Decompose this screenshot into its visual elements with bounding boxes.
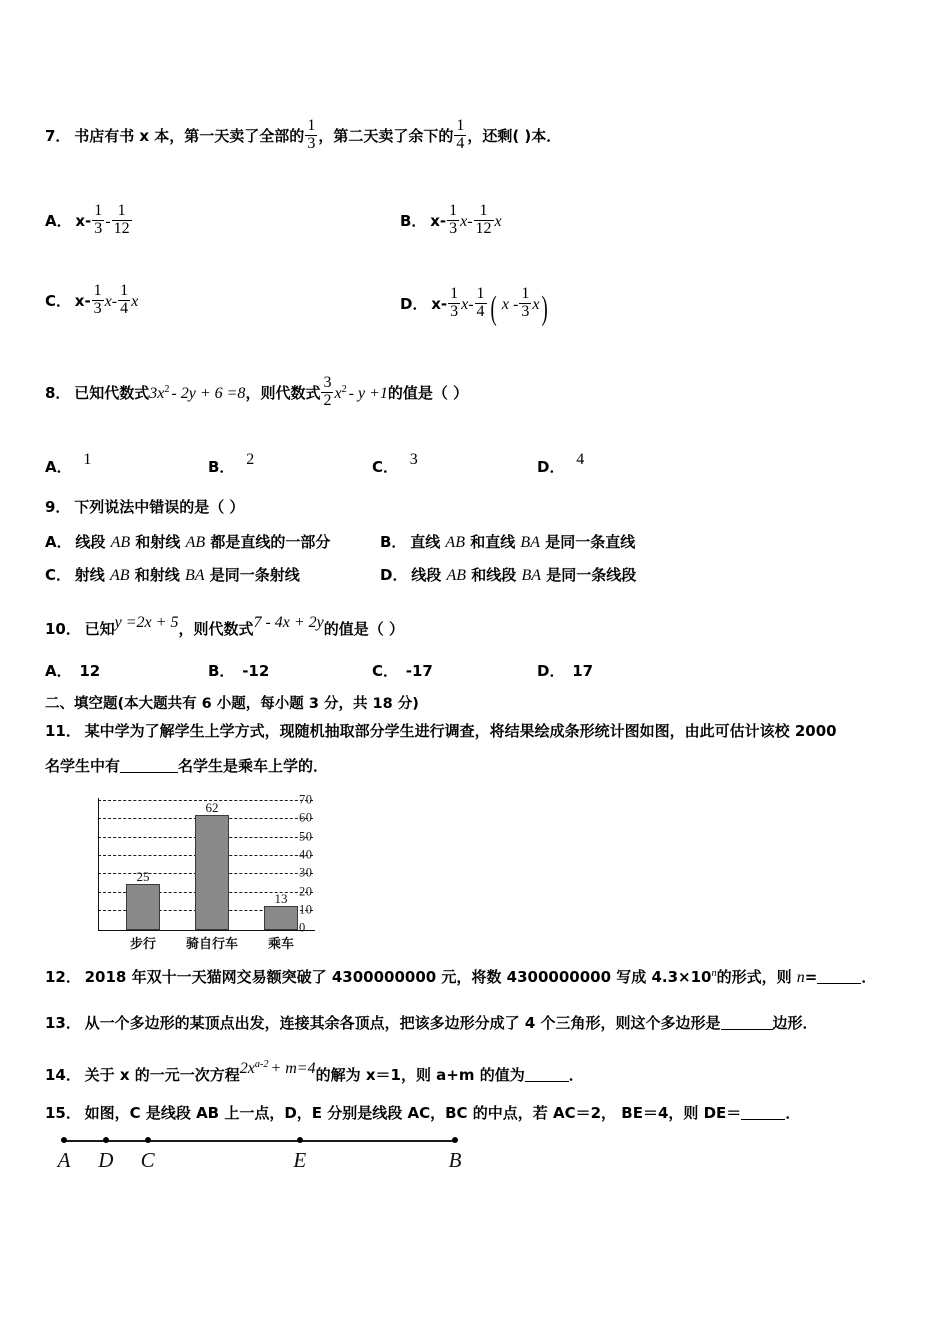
question-9-option-d[interactable]: [380, 564, 636, 588]
question-12-text-part-b: 的形式，则: [716, 968, 797, 986]
option-b-label: B．: [400, 212, 427, 231]
question-9-stem: 下列说法中错误的是（ ）: [74, 498, 245, 516]
question-7-option-c[interactable]: [45, 283, 138, 318]
question-15-number: 15．: [45, 1104, 81, 1122]
option-d-label: D．: [537, 662, 565, 680]
option-a-operator: -: [105, 213, 111, 231]
bar-bicycle: [195, 815, 229, 930]
option-a-label: A．: [45, 533, 72, 551]
bar-value-label: 13: [274, 891, 288, 906]
question-11-answer-blank[interactable]: [120, 758, 178, 773]
y-tick-label: 60: [299, 810, 313, 825]
x-category-label-bicycle: 骑自行车: [185, 937, 239, 952]
y-tick-label: 50: [299, 829, 313, 844]
x-axis: [98, 930, 315, 931]
bar-value-label: 25: [136, 869, 150, 884]
question-8-option-a[interactable]: [45, 448, 91, 480]
option-d-text-pre: 线段: [411, 566, 447, 584]
question-12-variable-n: n: [796, 969, 805, 986]
question-8: [45, 375, 468, 410]
question-10-stem-part2: ，则代数式: [178, 620, 254, 638]
question-10-option-d[interactable]: [537, 660, 593, 684]
question-14: [45, 1057, 584, 1088]
x-category-label-walking: 步行: [129, 937, 157, 952]
segment-point-a-dot: [61, 1137, 67, 1143]
question-12-number: 12．: [45, 968, 81, 986]
question-13: [45, 1012, 818, 1036]
option-d-operator: -: [468, 295, 474, 313]
question-8-expr1-exponent: 2: [164, 384, 170, 396]
option-c-text-post: 是同一条射线: [204, 566, 300, 584]
option-c-label: C．: [45, 566, 72, 584]
y-tick-label: 70: [299, 792, 313, 807]
option-c-operator: -: [111, 293, 118, 311]
option-c-label: C．: [45, 292, 72, 311]
question-10-option-a[interactable]: [45, 660, 100, 684]
question-8-stem-part1: 已知代数式: [74, 384, 150, 403]
question-13-text-part-b: 边形．: [772, 1014, 818, 1032]
option-a-label: A．: [45, 662, 72, 680]
question-14-text-part-a: 关于 x 的一元一次方程: [84, 1066, 240, 1084]
question-8-option-c[interactable]: [372, 448, 418, 480]
question-10-stem-part1: 已知: [84, 620, 115, 638]
option-a-segment-one: AB: [110, 534, 131, 551]
option-d-value: 17: [572, 662, 594, 680]
option-d-label: D．: [400, 294, 428, 313]
option-c-text-pre: 射线: [74, 566, 110, 584]
question-13-text-part-a: 从一个多边形的某顶点出发，连接其余各顶点，把该多边形分成了 4 个三角形，则这个多边形是: [84, 1014, 721, 1032]
question-15-period: ．: [785, 1104, 801, 1122]
option-c-label: C．: [372, 458, 399, 476]
option-b-value: 2: [246, 451, 255, 468]
question-11-number: 11．: [45, 722, 81, 740]
option-b-segment-one: AB: [445, 534, 465, 551]
question-8-stem-part2: ，则代数式: [245, 384, 321, 403]
question-9-option-c[interactable]: [45, 564, 300, 588]
question-7-number: 7．: [45, 127, 71, 146]
option-a-text-mid: 和射线: [130, 533, 186, 551]
bar-chart-figure: [58, 786, 333, 956]
bar-walking: [126, 884, 160, 930]
option-c-label: C．: [372, 662, 399, 680]
question-9-option-a[interactable]: [45, 531, 330, 555]
question-10-option-b[interactable]: [208, 660, 269, 684]
question-10-expression-two: 7 - 4x + 2y: [253, 614, 324, 631]
option-d-inner-prefix: x -: [501, 295, 519, 313]
y-tick-label: 40: [299, 847, 313, 862]
option-b-label: B．: [208, 458, 235, 476]
option-d-inner-fraction: $\frac{1}{3}$: [521, 284, 530, 320]
bar-bus: [264, 906, 298, 930]
option-b-label: B．: [208, 662, 235, 680]
question-14-number: 14．: [45, 1066, 81, 1084]
question-7-option-b[interactable]: [400, 203, 502, 238]
question-8-option-b[interactable]: [208, 448, 254, 480]
question-10-option-c[interactable]: [372, 660, 433, 684]
question-7-option-d[interactable]: [400, 283, 551, 334]
option-c-var-one: x: [104, 293, 112, 311]
question-12-text-part-a: 2018 年双十一天猫网交易额突破了 4300000000 元，将数 4300000000 写成 4.3×10: [84, 968, 712, 986]
question-14-period: ．: [568, 1066, 584, 1084]
option-b-operator: -: [467, 213, 473, 231]
question-15-text-part-a: 如图，C 是线段 AB 上一点，D，E 分别是线段 AC，BC 的中点，若 AC＝2， BE＝4，则 DE＝: [84, 1104, 742, 1122]
question-14-answer-blank[interactable]: [525, 1067, 569, 1082]
question-8-expr1: 3x: [149, 385, 165, 403]
question-8-expr2-exponent: 2: [341, 384, 347, 396]
option-d-label: D．: [537, 458, 565, 476]
left-paren-glyph: (: [490, 290, 497, 327]
option-b-fraction-one: $\frac{1}{3}$: [449, 202, 458, 237]
question-14-expr-exponent: a-2: [254, 1059, 269, 1070]
question-10-number: 10．: [45, 620, 81, 638]
option-b-var-one: x: [460, 213, 468, 231]
option-a-fraction-two: $\frac{1}{12}$: [113, 202, 130, 237]
option-d-fraction-one: $\frac{1}{3}$: [450, 284, 459, 320]
question-8-fraction: $\frac{3}{2}$: [323, 374, 332, 409]
question-14-expr-coefficient: 2x: [239, 1060, 255, 1077]
segment-point-b-dot: [452, 1137, 458, 1143]
y-tick-label: 10: [299, 902, 313, 917]
segment-point-c-dot: [145, 1137, 151, 1143]
option-d-inner-var: x: [532, 295, 540, 313]
right-paren-glyph: ): [541, 290, 549, 327]
question-11-line-2: [45, 755, 328, 779]
question-7-option-a[interactable]: [45, 203, 133, 238]
option-a-text-post: 都是直线的一部分: [205, 533, 331, 551]
option-d-label: D．: [380, 566, 408, 584]
question-8-stem-part3: 的值是（ ）: [387, 384, 469, 403]
option-b-label: B．: [380, 533, 407, 551]
option-d-fraction-two: $\frac{1}{4}$: [476, 284, 485, 320]
question-15-answer-blank[interactable]: [741, 1105, 785, 1120]
option-a-text-pre: 线段: [75, 533, 111, 551]
question-12-answer-blank[interactable]: [817, 969, 861, 984]
option-a-fraction-one: $\frac{1}{3}$: [94, 202, 103, 237]
y-tick-label: 20: [299, 884, 313, 898]
question-8-expr2-var: x: [334, 385, 342, 403]
y-tick-label: 30: [299, 865, 313, 880]
question-12: [45, 966, 876, 990]
option-b-var-two: x: [494, 213, 502, 231]
question-12-exponent: n: [711, 968, 717, 979]
question-9-option-b[interactable]: [380, 531, 635, 555]
x-category-label-bus: 乘车: [267, 937, 295, 952]
option-b-segment-two: BA: [520, 534, 540, 551]
option-c-segment-two: BA: [185, 567, 205, 584]
option-b-fraction-two: $\frac{1}{12}$: [475, 202, 492, 237]
option-a-value: 12: [79, 662, 101, 680]
segment-line: [64, 1140, 455, 1142]
option-b-text-mid: 和直线: [464, 533, 521, 551]
segment-figure: [50, 1126, 510, 1186]
y-axis: [98, 798, 99, 930]
option-a-label: A．: [45, 458, 72, 476]
option-d-text-post: 是同一条线段: [540, 566, 637, 584]
question-8-number: 8．: [45, 384, 71, 403]
y-tick-label: 0: [299, 920, 306, 935]
segment-point-d-dot: [103, 1137, 109, 1143]
option-b-prefix: x-: [430, 212, 447, 231]
option-d-text-mid: 和线段: [465, 566, 522, 584]
option-a-value: 1: [83, 451, 92, 468]
question-9: [45, 496, 244, 520]
question-11-text-part-a: 名学生中有: [45, 757, 121, 775]
question-7-stem-part2: ，第二天卖了余下的: [318, 127, 454, 146]
question-8-expr2-rest: - y +1: [348, 385, 388, 403]
bar-value-label: 62: [205, 800, 219, 815]
question-7-stem-part1: 书店有书 x 本，第一天卖了全部的: [74, 127, 305, 146]
option-d-var-one: x: [461, 295, 469, 313]
option-a-label: A．: [45, 212, 72, 231]
question-7: [45, 118, 561, 153]
question-10-expression-one: y =2x + 5: [114, 614, 179, 631]
question-10-stem-part3: 的值是（ ）: [323, 620, 405, 638]
question-11-line-1: [45, 720, 837, 744]
segment-label-e: E: [293, 1148, 307, 1172]
option-a-segment-two: AB: [185, 534, 206, 551]
segment-label-b: B: [448, 1148, 462, 1172]
option-c-fraction-two: $\frac{1}{4}$: [120, 282, 129, 317]
option-c-value: 3: [409, 451, 418, 468]
question-12-equals: =: [804, 968, 818, 986]
segment-label-d: D: [98, 1148, 114, 1172]
question-7-fraction-two: $\frac{1}{4}$: [456, 117, 465, 152]
question-14-text-part-b: 的解为 x＝1，则 a+m 的值为: [315, 1066, 525, 1084]
option-b-value: -12: [242, 662, 270, 680]
option-a-prefix: x-: [75, 212, 92, 231]
option-d-segment-one: AB: [446, 567, 466, 584]
question-9-number: 9．: [45, 498, 71, 516]
option-c-segment-one: AB: [110, 567, 130, 584]
option-c-fraction-one: $\frac{1}{3}$: [93, 282, 102, 317]
option-d-prefix: x-: [431, 294, 448, 313]
segment-point-e-dot: [297, 1137, 303, 1143]
question-14-expr-rest: + m=4: [270, 1060, 316, 1077]
question-8-option-d[interactable]: [537, 448, 584, 480]
question-12-period: ．: [861, 968, 877, 986]
option-b-text-post: 是同一条直线: [539, 533, 636, 551]
question-7-stem-part3: ，还剩( )本．: [467, 127, 562, 146]
chart-plot-area: [58, 786, 333, 956]
option-c-value: -17: [405, 662, 433, 680]
question-7-fraction-one: $\frac{1}{3}$: [307, 117, 316, 152]
question-15: [45, 1102, 800, 1126]
question-13-number: 13．: [45, 1014, 81, 1032]
option-d-value: 4: [576, 451, 585, 468]
segment-label-c: C: [140, 1148, 155, 1172]
section-2-heading: 二、填空题(本大题共有 6 小题，每小题 3 分，共 18 分): [45, 696, 419, 712]
option-c-prefix: x-: [74, 292, 91, 311]
segment-label-a: A: [57, 1148, 71, 1172]
question-11-text-line1: 某中学为了解学生上学方式，现随机抽取部分学生进行调查，将结果绘成条形统计图如图，由此可估计该校 2000: [84, 722, 837, 740]
option-c-text-mid: 和射线: [129, 566, 185, 584]
question-8-expr1-rest: - 2y + 6 =8: [171, 385, 246, 403]
question-13-answer-blank[interactable]: [721, 1015, 773, 1030]
option-c-var-two: x: [131, 293, 139, 311]
option-b-text-pre: 直线: [410, 533, 446, 551]
question-10: [45, 611, 404, 642]
question-11-text-part-b: 名学生是乘车上学的．: [178, 757, 329, 775]
option-d-segment-two: BA: [521, 567, 541, 584]
